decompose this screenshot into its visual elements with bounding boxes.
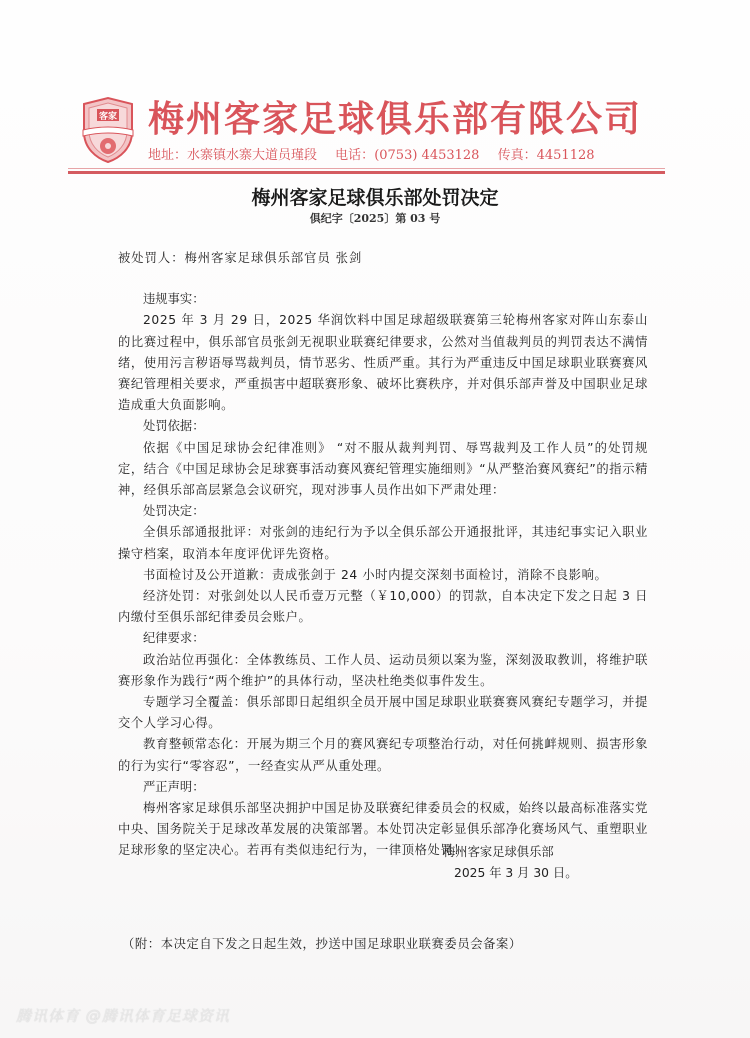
- section-paragraph: 专题学习全覆盖：俱乐部即日起组织全员开展中国足球职业联赛赛风赛纪专题学习，并提交个人学习心得。: [118, 695, 648, 731]
- phone-label: 电话：: [335, 148, 375, 163]
- section-heading: 处罚决定：: [143, 504, 205, 519]
- signature-date: 2025 年 3 月 30 日。: [454, 866, 578, 880]
- letterhead-divider-thin: [68, 168, 665, 169]
- address: 水寨镇水寨大道员瑾段: [187, 148, 318, 163]
- section-heading: 纪律要求：: [143, 631, 205, 646]
- club-crest-logo: [80, 96, 136, 164]
- section-paragraph: 经济处罚：对张剑处以人民币壹万元整（￥10,000）的罚款，自本决定下发之日起 3 日内缴付至俱乐部纪律委员会账户。: [118, 589, 648, 625]
- document-number: 俱纪字〔2025〕第 03 号: [309, 212, 441, 225]
- section-penalty-decision: [118, 501, 648, 628]
- document-title: 梅州客家足球俱乐部处罚决定: [251, 187, 499, 209]
- letterhead-divider-thick: [68, 171, 665, 174]
- section-discipline-requirements: [118, 628, 648, 776]
- section-paragraph: 书面检讨及公开道歉：责成张剑于 24 小时内提交深刻书面检讨，消除不良影响。: [143, 567, 608, 582]
- signature-org: 梅州客家足球俱乐部: [443, 845, 554, 859]
- section-paragraph: 全俱乐部通报批评：对张剑的违纪行为予以全俱乐部公开通报批评，其违纪事实记入职业操守档案，取消本年度评优评先资格。: [118, 525, 648, 561]
- company-contact: [148, 148, 609, 164]
- company-name: 梅州客家足球俱乐部有限公司: [148, 98, 643, 140]
- section-heading: 严正声明：: [143, 779, 205, 794]
- fax-label: 传真：: [497, 148, 537, 163]
- section-heading: 违规事实：: [143, 292, 205, 307]
- section-paragraph: 梅州客家足球俱乐部坚决拥护中国足协及联赛纪律委员会的权威，始终以最高标准落实党中央、国务院关于足球改革发展的决策部署。本处罚决定彰显俱乐部净化赛场风气、重塑职业足球形象的坚定决心。若再有类似违纪行为，一律顶格处罚！: [118, 801, 648, 858]
- fax: 4451128: [536, 148, 595, 163]
- address-label: 地址：: [148, 148, 188, 163]
- section-heading: 处罚依据：: [143, 419, 205, 434]
- section-paragraph: 依据《中国足球协会纪律准则》 “对不服从裁判判罚、辱骂裁判及工作人员”的处罚规定，结合《中国足球协会足球赛事活动赛风赛纪管理实施细则》“从严整治赛风赛纪”的指示精神，经俱乐部高层紧急会议研究，现对涉事人员作出如下严肃处理：: [118, 440, 648, 498]
- logo-text: 客家: [98, 112, 118, 122]
- section-paragraph: 2025 年 3 月 29 日，2025 华润饮料中国足球超级联赛第三轮梅州客家对阵山东泰山的比赛过程中，俱乐部官员张剑无视职业联赛纪律要求，公然对当值裁判员的判罚表达不满情绪，使用污言秽语辱骂裁判员，情节恶劣、性质严重。其行为严重违反中国足球职业联赛赛风赛纪管理相关要求，严重损害中超联赛形象、破坏比赛秩序，并对俱乐部声誉及中国职业足球造成重大负面影响。: [118, 313, 648, 413]
- recipient: 被处罚人：梅州客家足球俱乐部官员 张剑: [118, 251, 363, 265]
- section-paragraph: 教育整顿常态化：开展为期三个月的赛风赛纪专项整治行动，对任何挑衅规则、损害形象的行为实行“零容忍”，一经查实从严从重处理。: [118, 737, 648, 773]
- section-penalty-basis: [118, 416, 648, 501]
- document-body: [118, 248, 648, 862]
- section-violation-facts: [118, 289, 648, 416]
- letterhead: [68, 92, 668, 174]
- phone: (0753) 4453128: [374, 148, 480, 163]
- signature-block: [443, 842, 578, 884]
- appendix-note: （附：本决定自下发之日起生效，抄送中国足球职业联赛委员会备案）: [122, 937, 522, 951]
- section-paragraph: 政治站位再强化：全体教练员、工作人员、运动员须以案为鉴，深刻汲取教训，将维护联赛形象作为践行“两个维护”的具体行动，坚决杜绝类似事件发生。: [118, 652, 648, 688]
- source-watermark: 腾讯体育 @腾讯体育足球资讯: [16, 1007, 230, 1025]
